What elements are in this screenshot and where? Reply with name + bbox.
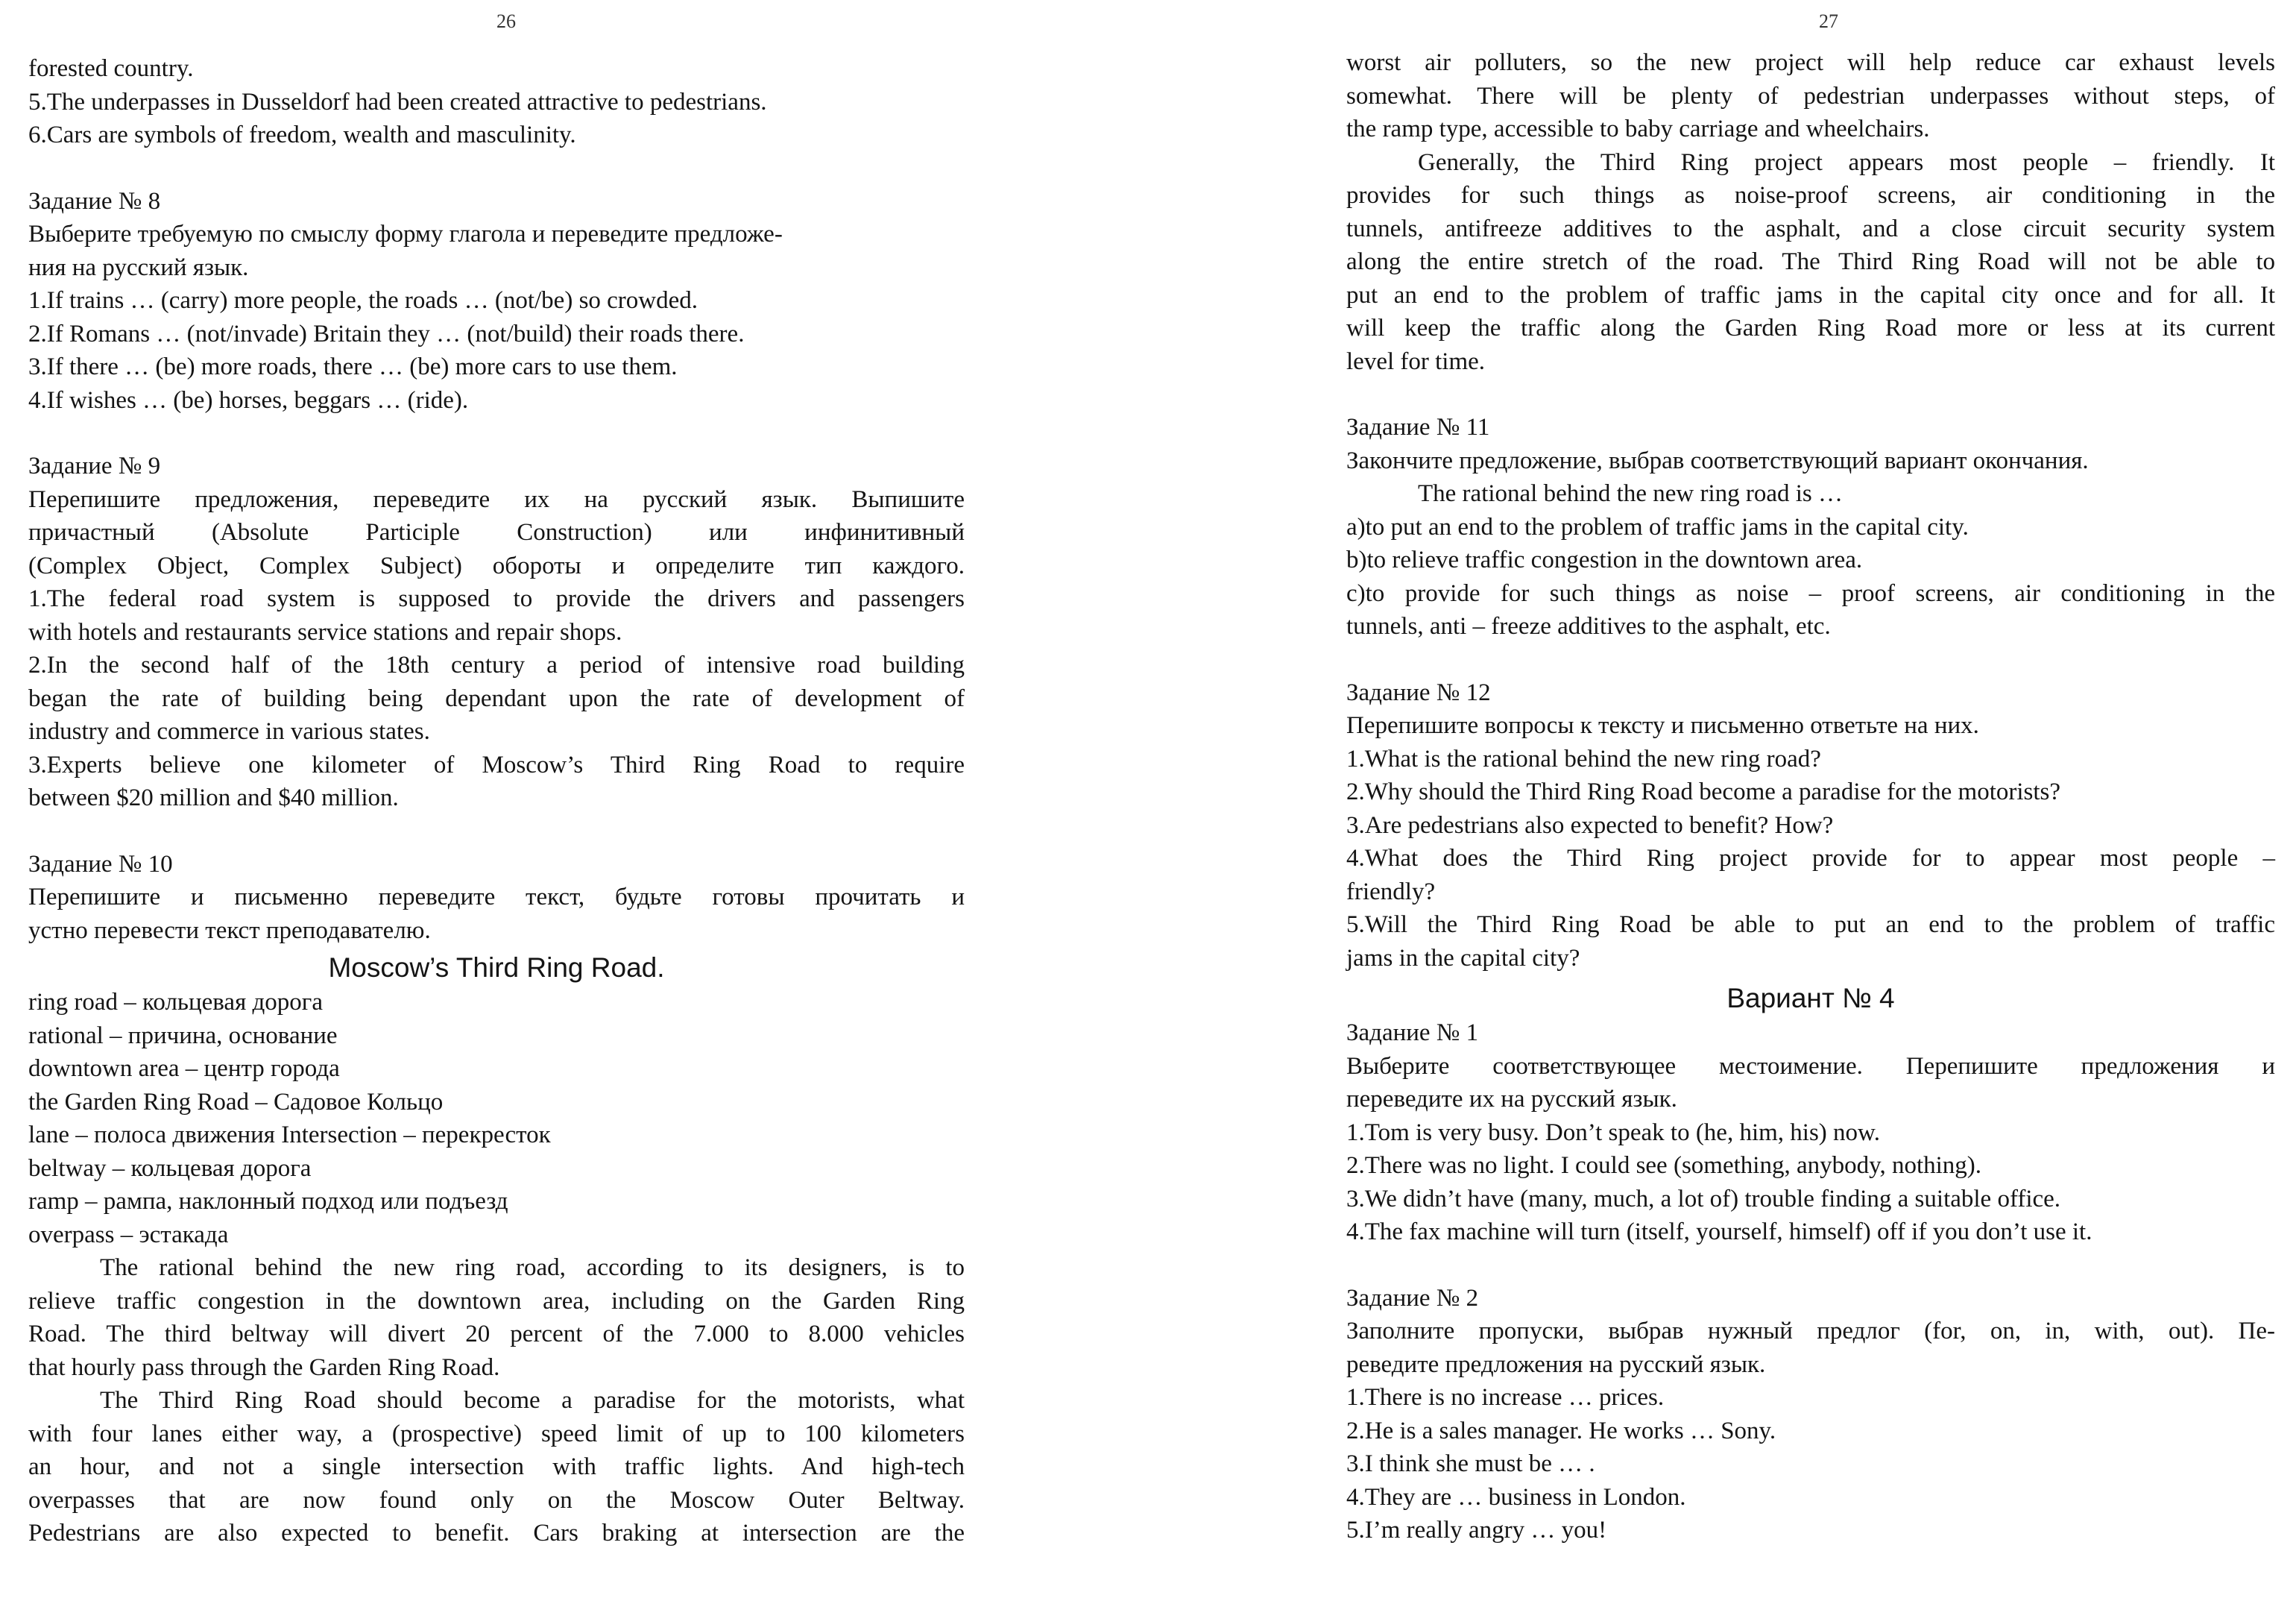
task-heading: Задание № 1	[1346, 1019, 1479, 1046]
task-option: c)to provide for such things as noise – proof screens, air conditioning in the	[1346, 579, 2275, 607]
task-item: 5.I’m really angry … you!	[1346, 1517, 1607, 1544]
task-question: 2.Why should the Third Ring Road become a paradise for the motorists?	[1346, 778, 2061, 805]
task-heading: Задание № 10	[28, 850, 173, 878]
task-instruction: Перепишите вопросы к тексту и письменно ответьте на них.	[1346, 712, 1979, 739]
task-instruction: Перепишите и письменно переведите текст, будьте готовы прочитать и	[28, 884, 965, 910]
task-item: 4.The fax machine will turn (itself, yourself, himself) off if you don’t use it.	[1346, 1218, 2092, 1245]
task-instruction: устно перевести текст преподавателю.	[28, 916, 431, 944]
task-item: 3.If there … (be) more roads, there … (be) more cars to use them.	[28, 353, 678, 380]
text-line: put an end to the problem of traffic jams in the capital city once and for all. It	[1346, 281, 2275, 309]
task-item: 1.There is no increase … prices.	[1346, 1384, 1665, 1411]
text-line: level for time.	[1346, 347, 1486, 375]
vocabulary-item: rational – причина, основание	[28, 1022, 338, 1049]
text-line: tunnels, antifreeze additives to the asphalt, and a close circuit security system	[1346, 215, 2275, 242]
task-heading: Задание № 12	[1346, 679, 1491, 706]
text-line: Generally, the Third Ring project appears most people – friendly. It	[1418, 148, 2275, 176]
task-item: 1.If trains … (carry) more people, the roads … (not/be) so crowded.	[28, 287, 698, 314]
text-line: began the rate of building being dependant upon the rate of development of	[28, 685, 965, 712]
text-line: an hour, and not a single intersection with traffic lights. And high-tech	[28, 1453, 965, 1480]
text-line: The rational behind the new ring road, according to its designers, is to	[100, 1254, 965, 1281]
text-line: somewhat. There will be plenty of pedestrian underpasses without steps, of	[1346, 82, 2275, 110]
task-instruction: Заполните пропуски, выбрав нужный предлог (for, on, in, with, out). Пе-	[1346, 1318, 2275, 1344]
text-line: provides for such things as noise-proof screens, air conditioning in the	[1346, 182, 2275, 209]
text-line: with four lanes either way, a (prospective) speed limit of up to 100 kilometers	[28, 1420, 965, 1447]
task-heading: Задание № 9	[28, 453, 161, 479]
task-item: 3.I think she must be … .	[1346, 1450, 1595, 1477]
task-question: 1.What is the rational behind the new ring road?	[1346, 745, 1821, 773]
right-column	[1346, 46, 2275, 1547]
task-item: 3.We didn’t have (many, much, a lot of) trouble finding a suitable office.	[1346, 1185, 2061, 1212]
task-question: 3.Are pedestrians also expected to benefit? How?	[1346, 811, 1834, 839]
task-instruction: реведите предложения на русский язык.	[1346, 1350, 1766, 1378]
text-line: The Third Ring Road should become a paradise for the motorists, what	[100, 1387, 965, 1414]
text-line: that hourly pass through the Garden Ring Road.	[28, 1353, 500, 1381]
vocabulary-item: ring road – кольцевая дорога	[28, 989, 323, 1016]
task-instruction: ния на русский язык.	[28, 254, 249, 281]
text-line: worst air polluters, so the new project will help reduce car exhaust levels	[1346, 49, 2275, 76]
text-line: Перепишите предложения, переведите их на русский язык. Выпишите	[28, 485, 965, 513]
task-item: 4.If wishes … (be) horses, beggars … (ride).	[28, 386, 469, 414]
text-line: along the entire stretch of the road. The Third Ring Road will not be able to	[1346, 248, 2275, 275]
vocabulary-item: ramp – рампа, наклонный подход или подъезд	[28, 1188, 508, 1215]
task-item: 2.He is a sales manager. He works … Sony.	[1346, 1417, 1776, 1444]
text-line: overpasses that are now found only on the Moscow Outer Beltway.	[28, 1486, 965, 1514]
text-line: relieve traffic congestion in the downtown area, including on the Garden Ring	[28, 1287, 965, 1315]
task-question: 5.Will the Third Ring Road be able to put an end to the problem of traffic	[1346, 911, 2275, 938]
vocabulary-item: the Garden Ring Road – Садовое Кольцо	[28, 1088, 444, 1116]
text-line: between $20 million and $40 million.	[28, 784, 399, 811]
vocabulary-item: beltway – кольцевая дорога	[28, 1154, 312, 1182]
text-line: Pedestrians are also expected to benefit. Cars braking at intersection are the	[28, 1520, 965, 1547]
task-option: tunnels, anti – freeze additives to the asphalt, etc.	[1346, 613, 1831, 640]
text-line: причастный (Absolute Participle Construction) или инфинитивный	[28, 519, 965, 546]
page-number: 27	[1819, 10, 1838, 32]
variant-title: Вариант № 4	[1726, 983, 1895, 1013]
text-line: 5.The underpasses in Dusseldorf had been created attractive to pedestrians.	[28, 88, 767, 116]
text-line: industry and commerce in various states.	[28, 718, 430, 745]
text-line: 6.Cars are symbols of freedom, wealth and masculinity.	[28, 122, 576, 148]
text-line: the ramp type, accessible to baby carriage and wheelchairs.	[1346, 116, 1930, 142]
task-instruction: Закончите предложение, выбрав соответствующий вариант окончания.	[1346, 447, 2089, 474]
task-heading: Задание № 11	[1346, 414, 1490, 441]
task-item: 4.They are … business in London.	[1346, 1483, 1686, 1511]
task-instruction: Выберите требуемую по смыслу форму глагола и переведите предложе-	[28, 221, 783, 248]
text-line: 2.In the second half of the 18th century a period of intensive road building	[28, 652, 965, 679]
vocabulary-item: downtown area – центр города	[28, 1055, 340, 1082]
page-number: 26	[496, 10, 516, 32]
task-question: friendly?	[1346, 878, 1436, 905]
task-heading: Задание № 8	[28, 187, 161, 215]
task-option: a)to put an end to the problem of traffic jams in the capital city.	[1346, 513, 1969, 541]
text-line: forested country.	[28, 55, 194, 82]
right-page	[1148, 0, 2296, 1598]
task-item: 1.Tom is very busy. Don’t speak to (he, him, his) now.	[1346, 1119, 1880, 1146]
text-line: with hotels and restaurants service stations and repair shops.	[28, 618, 622, 646]
task-stem: The rational behind the new ring road is …	[1418, 480, 1844, 507]
text-title: Moscow’s Third Ring Road.	[328, 952, 665, 983]
task-question: jams in the capital city?	[1346, 944, 1580, 972]
task-heading: Задание № 2	[1346, 1284, 1479, 1312]
text-line: (Complex Object, Complex Subject) обороты и определите тип каждого.	[28, 552, 965, 579]
task-item: 2.If Romans … (not/invade) Britain they … (not/build) their roads there.	[28, 320, 745, 347]
vocabulary-item: lane – полоса движения Intersection – перекресток	[28, 1122, 551, 1148]
left-column	[28, 52, 965, 1550]
task-instruction: Выберите соответствующее местоимение. Перепишите предложения и	[1346, 1052, 2275, 1080]
task-instruction: переведите их на русский язык.	[1346, 1086, 1677, 1113]
task-item: 2.There was no light. I could see (something, anybody, nothing).	[1346, 1152, 1982, 1179]
text-line: 3.Experts believe one kilometer of Moscow’s Third Ring Road to require	[28, 751, 965, 778]
text-line: Road. The third beltway will divert 20 percent of the 7.000 to 8.000 vehicles	[28, 1321, 965, 1347]
task-option: b)to relieve traffic congestion in the downtown area.	[1346, 547, 1863, 573]
task-question: 4.What does the Third Ring project provide for to appear most people –	[1346, 845, 2275, 872]
text-line: will keep the traffic along the Garden Ring Road more or less at its current	[1346, 315, 2275, 342]
text-line: 1.The federal road system is supposed to provide the drivers and passengers	[28, 585, 965, 612]
vocabulary-item: overpass – эстакада	[28, 1221, 229, 1248]
